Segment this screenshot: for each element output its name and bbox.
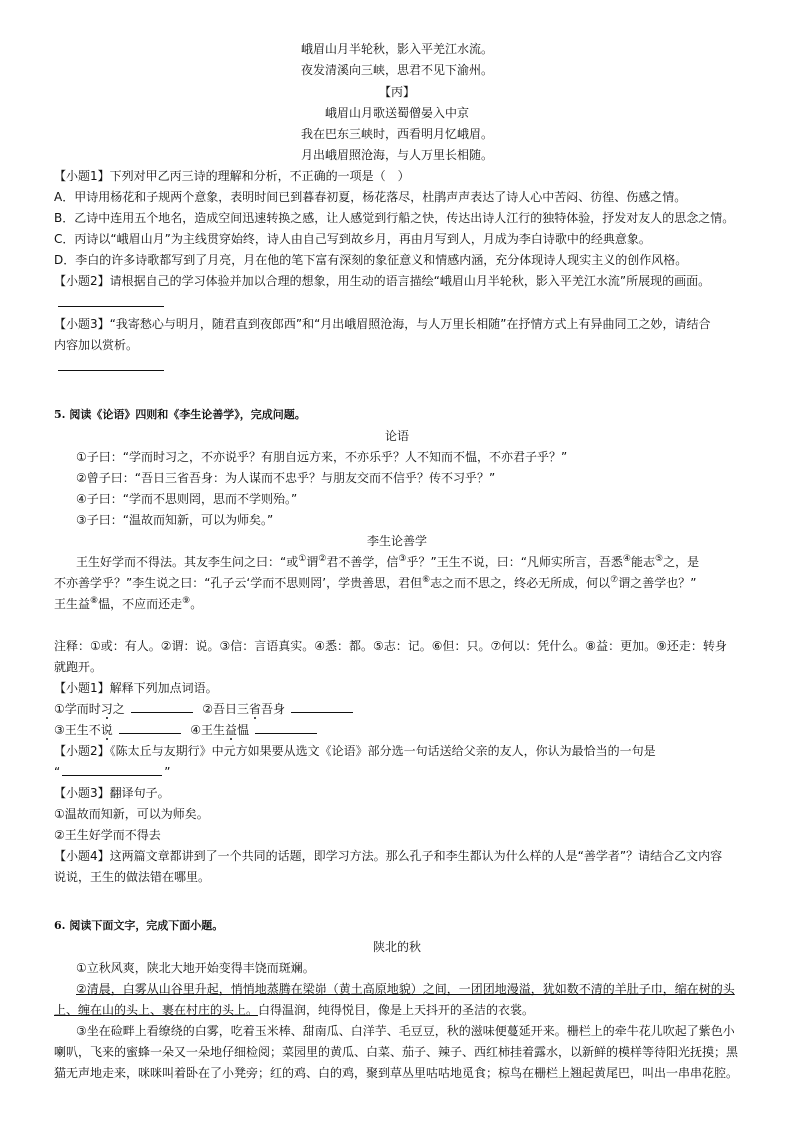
essay-paragraph-3-cont: 喇叭，飞来的蜜蜂一朵又一朵地仔细检阅；菜园里的黄瓜、白菜、茄子、辣子、西红柿挂着露水，以新鲜的模样等待阳光抚摸；黑: [54, 1045, 739, 1059]
lisheng-paragraph-line: 不亦善学乎？”李生说之曰：“孔子云‘学而不思则罔’，学贵善思，君但⑥志之而不思之，终必无所成，何以⑦谓之善学也？”: [54, 575, 697, 590]
translate-item: ②王生好学而不得去: [54, 828, 161, 842]
q4-option-d: D．李白的许多诗歌都写到了月亮，月在他的笔下富有深刻的象征意义和情感内涵，充分体现诗人现实主义的创作风格。: [54, 253, 688, 267]
poem-c-title: 峨眉山月歌送蜀僧晏入中京: [324, 106, 469, 120]
poem-line: 峨眉山月半轮秋，影入平羌江水流。: [300, 42, 493, 56]
question-5-heading: 5. 阅读《论语》四则和《李生论善学》，完成问题。: [54, 408, 306, 421]
answer-line: [58, 370, 164, 371]
answer-blank[interactable]: [119, 722, 181, 734]
q5-subquestion-3: 【小题3】翻译句子。: [54, 786, 170, 800]
answer-blank[interactable]: [131, 701, 193, 713]
q4-subquestion-3: 【小题3】“我寄愁心与明月，随君直到夜郎西”和“月出峨眉照沧海，与人万里长相随”在抒情方式上有异曲同工之妙，请结合: [54, 317, 711, 331]
lunyu-item: ④子曰：“学而不思则罔，思而不学则殆。”: [76, 492, 298, 506]
q5-subquestion-2-answer: “ ”: [54, 765, 171, 779]
q4-subquestion-1: 【小题1】下列对甲乙丙三诗的理解和分析，不正确的一项是（ ）: [54, 169, 410, 183]
poem-line: 夜发清溪向三峡，思君不见下渝州。: [300, 63, 493, 77]
essay-paragraph-2-cont: 上、缠在山的头上、裹在村庄的头上。白得温润，纯得悦目，像是上天抖开的圣洁的衣裳。: [54, 1003, 535, 1017]
answer-blank[interactable]: [255, 722, 317, 734]
vocab-row: ③王生不说 ④王生益愠: [54, 722, 319, 738]
q5-subquestion-1: 【小题1】解释下列加点词语。: [54, 681, 218, 695]
q5-subquestion-4-cont: 说说，王生的做法错在哪里。: [54, 870, 211, 884]
lunyu-item: ①子曰：“学而时习之，不亦说乎？有朋自远方来，不亦乐乎？人不知而不愠，不亦君子乎？”: [76, 450, 568, 464]
q4-option-b: B．乙诗中连用五个地名，造成空间迅速转换之感，让人感觉到行船之快，传达出诗人江行的独特体验，抒发对友人的思念之情。: [54, 211, 735, 225]
poem-c-mark: 【丙】: [378, 85, 415, 99]
answer-line: [58, 306, 164, 307]
translate-item: ①温故而知新，可以为师矣。: [54, 807, 209, 821]
lunyu-item: ②曾子曰：“吾日三省吾身：为人谋而不忠乎？与朋友交而不信乎？传不习乎？”: [76, 471, 496, 485]
q5-subquestion-2: 【小题2】《陈太丘与友期行》中元方如果要从选文《论语》部分选一句话送给父亲的友人，你认为最恰当的一句是: [54, 744, 656, 758]
q4-subquestion-2: 【小题2】请根据自己的学习体验并加以合理的想象，用生动的语言描绘“峨眉山月半轮秋，影入平羌江水流”所展现的画面。: [54, 274, 711, 288]
poem-line: 我在巴东三峡时，西看明月忆峨眉。: [300, 127, 493, 141]
annotation: 注释：①或：有人。②谓：说。③信：言语真实。④悉：都。⑤志：记。⑥但：只。⑦何以：凭什么。⑧益：更加。⑨还走：转身: [54, 639, 727, 653]
q5-subquestion-4: 【小题4】这两篇文章都讲到了一个共同的话题，即学习方法。那么孔子和李生都认为什么样的人是“善学者”？请结合乙文内容: [54, 849, 723, 863]
essay-paragraph-2: ②清晨，白雾从山谷里升起，悄悄地蒸腾在梁峁（黄土高原地貌）之间，一团团地漫溢，犹如数不清的羊肚子巾，缩在树的头: [76, 982, 735, 996]
vocab-row: ①学而时习之 ②吾日三省吾身: [54, 701, 355, 717]
lisheng-paragraph-line: 王生好学而不得法。其友李生问之曰：“或①谓②君不善学，信③乎？”王生不说，曰：“凡师实所言，吾悉④能志⑤之，是: [76, 554, 700, 569]
lunyu-title: 论语: [384, 429, 409, 443]
lisheng-paragraph-line: 王生益⑧愠，不应而还走⑨。: [54, 596, 203, 611]
q4-option-a: A．甲诗用杨花和子规两个意象，表明时间已到暮春初夏，杨花落尽，杜鹃声声表达了诗人心中苦闷、彷徨、伤感之情。: [54, 190, 687, 204]
essay-title: 陕北的秋: [372, 940, 421, 954]
question-6-heading: 6. 阅读下面文字，完成下面小题。: [54, 919, 224, 932]
essay-paragraph-3: ③坐在硷畔上看缭绕的白雾，吃着玉米棒、甜南瓜、白洋芋、毛豆豆，秋的滋味便蔓延开来。栅栏上的牵牛花儿吹起了紫色小: [76, 1024, 735, 1038]
essay-paragraph-1: ①立秋风爽，陕北大地开始变得丰饶而斑斓。: [76, 961, 315, 975]
lisheng-title: 李生论善学: [366, 534, 427, 548]
q4-subquestion-3-cont: 内容加以赏析。: [54, 338, 139, 352]
poem-line: 月出峨眉照沧海，与人万里长相随。: [300, 148, 493, 162]
answer-blank[interactable]: [62, 764, 162, 776]
answer-blank[interactable]: [291, 701, 353, 713]
essay-paragraph-3-cont: 猫无声地走来，咪咪叫着卧在了小凳旁；红的鸡、白的鸡，聚到草丛里咕咕地觅食；椋鸟在栅栏上翘起黄尾巴，叫出一串串花腔。: [54, 1066, 739, 1080]
annotation-cont: 就跑开。: [54, 660, 103, 674]
q4-option-c: C．丙诗以“峨眉山月”为主线贯穿始终，诗人由自己写到故乡月，再由月写到人，月成为李白诗歌中的经典意象。: [54, 232, 651, 246]
lunyu-item: ③子曰：“温故而知新，可以为师矣。”: [76, 513, 274, 527]
